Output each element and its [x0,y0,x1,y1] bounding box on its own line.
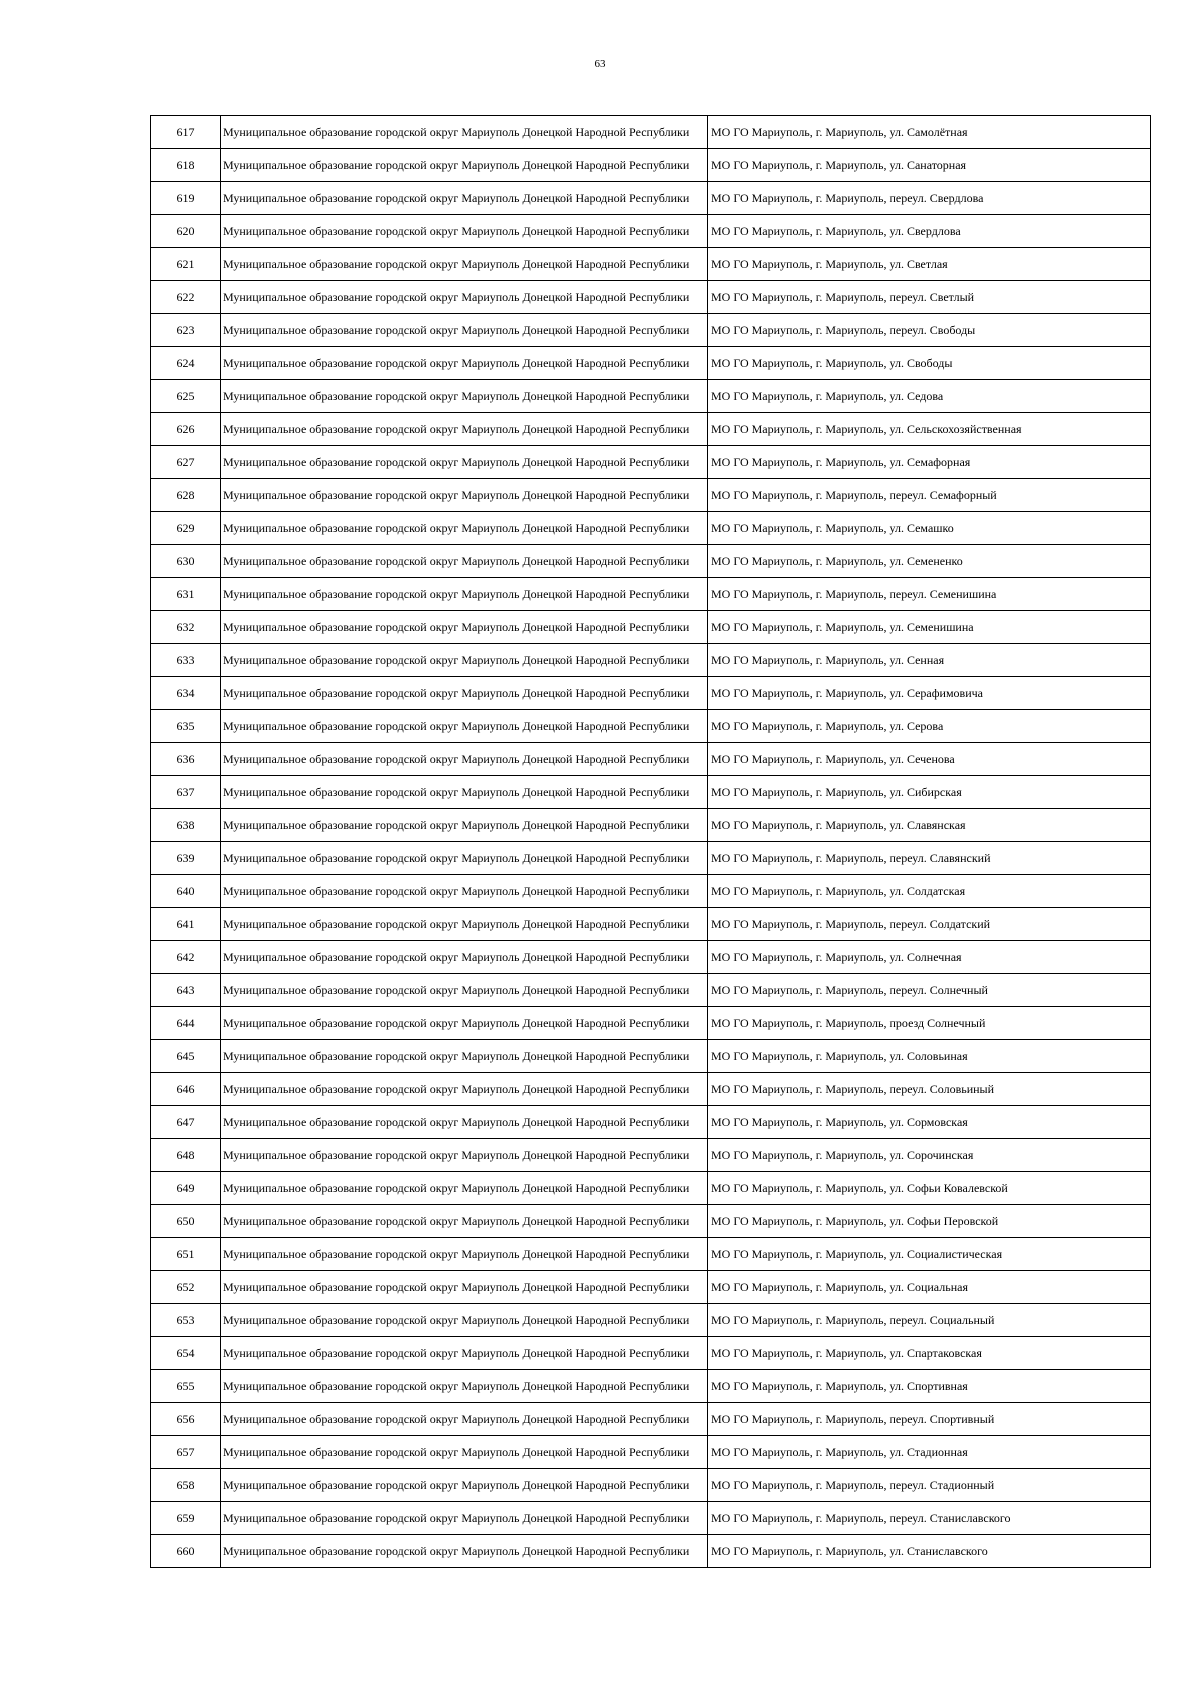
address-cell: МО ГО Мариуполь, г. Мариуполь, ул. Санаторная [708,149,1151,182]
owner-name-cell: Муниципальное образование городской округ Мариуполь Донецкой Народной Республики [221,479,708,512]
owner-name-cell: Муниципальное образование городской округ Мариуполь Донецкой Народной Республики [221,1271,708,1304]
address-cell: МО ГО Мариуполь, г. Мариуполь, ул. Солнечная [708,941,1151,974]
table-row [151,1502,1151,1535]
table-row [151,380,1151,413]
table-row [151,1007,1151,1040]
owner-name-cell: Муниципальное образование городской округ Мариуполь Донецкой Народной Республики [221,1535,708,1568]
owner-name-cell: Муниципальное образование городской округ Мариуполь Донецкой Народной Республики [221,281,708,314]
table-row [151,1172,1151,1205]
owner-name-cell: Муниципальное образование городской округ Мариуполь Донецкой Народной Республики [221,644,708,677]
row-number-cell: 658 [151,1469,221,1502]
row-number-cell: 648 [151,1139,221,1172]
table-row [151,1370,1151,1403]
owner-name-cell: Муниципальное образование городской округ Мариуполь Донецкой Народной Республики [221,1304,708,1337]
row-number-cell: 642 [151,941,221,974]
row-number-cell: 635 [151,710,221,743]
row-number-cell: 650 [151,1205,221,1238]
row-number-cell: 623 [151,314,221,347]
table-row [151,479,1151,512]
table-row [151,1073,1151,1106]
table-row [151,743,1151,776]
address-cell: МО ГО Мариуполь, г. Мариуполь, переул. Социальный [708,1304,1151,1337]
table-row [151,116,1151,149]
owner-name-cell: Муниципальное образование городской округ Мариуполь Донецкой Народной Республики [221,413,708,446]
table-row [151,1403,1151,1436]
table-row [151,281,1151,314]
address-cell: МО ГО Мариуполь, г. Мариуполь, ул. Сорочинская [708,1139,1151,1172]
row-number-cell: 652 [151,1271,221,1304]
table-row [151,512,1151,545]
row-number-cell: 639 [151,842,221,875]
owner-name-cell: Муниципальное образование городской округ Мариуполь Донецкой Народной Республики [221,215,708,248]
row-number-cell: 644 [151,1007,221,1040]
row-number-cell: 634 [151,677,221,710]
owner-name-cell: Муниципальное образование городской округ Мариуполь Донецкой Народной Республики [221,545,708,578]
address-cell: МО ГО Мариуполь, г. Мариуполь, ул. Семененко [708,545,1151,578]
address-cell: МО ГО Мариуполь, г. Мариуполь, переул. Соловьиный [708,1073,1151,1106]
row-number-cell: 621 [151,248,221,281]
owner-name-cell: Муниципальное образование городской округ Мариуполь Донецкой Народной Республики [221,1370,708,1403]
table-row [151,248,1151,281]
row-number-cell: 632 [151,611,221,644]
table-row [151,1469,1151,1502]
owner-name-cell: Муниципальное образование городской округ Мариуполь Донецкой Народной Республики [221,149,708,182]
address-cell: МО ГО Мариуполь, г. Мариуполь, переул. Свердлова [708,182,1151,215]
owner-name-cell: Муниципальное образование городской округ Мариуполь Донецкой Народной Республики [221,743,708,776]
address-cell: МО ГО Мариуполь, г. Мариуполь, ул. Станиславского [708,1535,1151,1568]
owner-name-cell: Муниципальное образование городской округ Мариуполь Донецкой Народной Республики [221,314,708,347]
address-cell: МО ГО Мариуполь, г. Мариуполь, переул. Семенишина [708,578,1151,611]
address-cell: МО ГО Мариуполь, г. Мариуполь, проезд Солнечный [708,1007,1151,1040]
table-row [151,776,1151,809]
owner-name-cell: Муниципальное образование городской округ Мариуполь Донецкой Народной Республики [221,1106,708,1139]
address-cell: МО ГО Мариуполь, г. Мариуполь, переул. Славянский [708,842,1151,875]
owner-name-cell: Муниципальное образование городской округ Мариуполь Донецкой Народной Республики [221,116,708,149]
table-row [151,347,1151,380]
address-cell: МО ГО Мариуполь, г. Мариуполь, ул. Серова [708,710,1151,743]
owner-name-cell: Муниципальное образование городской округ Мариуполь Донецкой Народной Республики [221,1139,708,1172]
row-number-cell: 660 [151,1535,221,1568]
owner-name-cell: Муниципальное образование городской округ Мариуполь Донецкой Народной Республики [221,974,708,1007]
address-cell: МО ГО Мариуполь, г. Мариуполь, ул. Славянская [708,809,1151,842]
row-number-cell: 647 [151,1106,221,1139]
address-cell: МО ГО Мариуполь, г. Мариуполь, ул. Сенная [708,644,1151,677]
address-cell: МО ГО Мариуполь, г. Мариуполь, ул. Самолётная [708,116,1151,149]
address-cell: МО ГО Мариуполь, г. Мариуполь, ул. Социалистическая [708,1238,1151,1271]
row-number-cell: 641 [151,908,221,941]
address-cell: МО ГО Мариуполь, г. Мариуполь, ул. Семафорная [708,446,1151,479]
address-cell: МО ГО Мариуполь, г. Мариуполь, переул. Спортивный [708,1403,1151,1436]
owner-name-cell: Муниципальное образование городской округ Мариуполь Донецкой Народной Республики [221,1436,708,1469]
owner-name-cell: Муниципальное образование городской округ Мариуполь Донецкой Народной Республики [221,908,708,941]
address-cell: МО ГО Мариуполь, г. Мариуполь, ул. Спартаковская [708,1337,1151,1370]
address-cell: МО ГО Мариуполь, г. Мариуполь, ул. Сеченова [708,743,1151,776]
table-row [151,1271,1151,1304]
page-number: 63 [594,58,606,70]
row-number-cell: 630 [151,545,221,578]
address-cell: МО ГО Мариуполь, г. Мариуполь, ул. Спортивная [708,1370,1151,1403]
owner-name-cell: Муниципальное образование городской округ Мариуполь Донецкой Народной Республики [221,677,708,710]
table-row [151,842,1151,875]
row-number-cell: 636 [151,743,221,776]
owner-name-cell: Муниципальное образование городской округ Мариуполь Донецкой Народной Республики [221,380,708,413]
row-number-cell: 645 [151,1040,221,1073]
table-row [151,1436,1151,1469]
address-cell: МО ГО Мариуполь, г. Мариуполь, ул. Свердлова [708,215,1151,248]
row-number-cell: 625 [151,380,221,413]
owner-name-cell: Муниципальное образование городской округ Мариуполь Донецкой Народной Республики [221,512,708,545]
owner-name-cell: Муниципальное образование городской округ Мариуполь Донецкой Народной Республики [221,1337,708,1370]
address-cell: МО ГО Мариуполь, г. Мариуполь, ул. Светлая [708,248,1151,281]
owner-name-cell: Муниципальное образование городской округ Мариуполь Донецкой Народной Республики [221,809,708,842]
table-row [151,908,1151,941]
table-row [151,182,1151,215]
owner-name-cell: Муниципальное образование городской округ Мариуполь Донецкой Народной Республики [221,182,708,215]
address-cell: МО ГО Мариуполь, г. Мариуполь, ул. Семенишина [708,611,1151,644]
owner-name-cell: Муниципальное образование городской округ Мариуполь Донецкой Народной Республики [221,842,708,875]
owner-name-cell: Муниципальное образование городской округ Мариуполь Донецкой Народной Республики [221,1007,708,1040]
row-number-cell: 618 [151,149,221,182]
row-number-cell: 617 [151,116,221,149]
table-row [151,446,1151,479]
table-row [151,149,1151,182]
table-row [151,644,1151,677]
row-number-cell: 622 [151,281,221,314]
address-cell: МО ГО Мариуполь, г. Мариуполь, ул. Софьи Ковалевской [708,1172,1151,1205]
address-cell: МО ГО Мариуполь, г. Мариуполь, переул. Семафорный [708,479,1151,512]
registry-table [150,115,1151,1568]
row-number-cell: 627 [151,446,221,479]
owner-name-cell: Муниципальное образование городской округ Мариуполь Донецкой Народной Республики [221,248,708,281]
owner-name-cell: Муниципальное образование городской округ Мариуполь Донецкой Народной Республики [221,611,708,644]
row-number-cell: 631 [151,578,221,611]
table-row [151,545,1151,578]
table-row [151,974,1151,1007]
address-cell: МО ГО Мариуполь, г. Мариуполь, ул. Седова [708,380,1151,413]
address-cell: МО ГО Мариуполь, г. Мариуполь, ул. Сормовская [708,1106,1151,1139]
table-row [151,314,1151,347]
row-number-cell: 637 [151,776,221,809]
owner-name-cell: Муниципальное образование городской округ Мариуполь Донецкой Народной Республики [221,1403,708,1436]
owner-name-cell: Муниципальное образование городской округ Мариуполь Донецкой Народной Республики [221,710,708,743]
table-row [151,809,1151,842]
address-cell: МО ГО Мариуполь, г. Мариуполь, переул. Солдатский [708,908,1151,941]
address-cell: МО ГО Мариуполь, г. Мариуполь, переул. Солнечный [708,974,1151,1007]
owner-name-cell: Муниципальное образование городской округ Мариуполь Донецкой Народной Республики [221,1469,708,1502]
table-row [151,1238,1151,1271]
table-row [151,1139,1151,1172]
row-number-cell: 638 [151,809,221,842]
address-cell: МО ГО Мариуполь, г. Мариуполь, ул. Солдатская [708,875,1151,908]
table-row [151,611,1151,644]
table-row [151,1337,1151,1370]
row-number-cell: 629 [151,512,221,545]
address-cell: МО ГО Мариуполь, г. Мариуполь, ул. Соловьиная [708,1040,1151,1073]
owner-name-cell: Муниципальное образование городской округ Мариуполь Донецкой Народной Республики [221,1040,708,1073]
owner-name-cell: Муниципальное образование городской округ Мариуполь Донецкой Народной Республики [221,776,708,809]
row-number-cell: 633 [151,644,221,677]
address-cell: МО ГО Мариуполь, г. Мариуполь, ул. Сибирская [708,776,1151,809]
owner-name-cell: Муниципальное образование городской округ Мариуполь Донецкой Народной Республики [221,1073,708,1106]
table-row [151,941,1151,974]
address-cell: МО ГО Мариуполь, г. Мариуполь, ул. Семашко [708,512,1151,545]
table-row [151,578,1151,611]
row-number-cell: 620 [151,215,221,248]
table-row [151,1205,1151,1238]
table-row [151,413,1151,446]
address-cell: МО ГО Мариуполь, г. Мариуполь, переул. Свободы [708,314,1151,347]
owner-name-cell: Муниципальное образование городской округ Мариуполь Донецкой Народной Республики [221,578,708,611]
owner-name-cell: Муниципальное образование городской округ Мариуполь Донецкой Народной Республики [221,347,708,380]
row-number-cell: 628 [151,479,221,512]
row-number-cell: 656 [151,1403,221,1436]
owner-name-cell: Муниципальное образование городской округ Мариуполь Донецкой Народной Республики [221,1502,708,1535]
table-row [151,1106,1151,1139]
table-row [151,215,1151,248]
row-number-cell: 646 [151,1073,221,1106]
address-cell: МО ГО Мариуполь, г. Мариуполь, переул. Светлый [708,281,1151,314]
owner-name-cell: Муниципальное образование городской округ Мариуполь Донецкой Народной Республики [221,446,708,479]
row-number-cell: 619 [151,182,221,215]
address-cell: МО ГО Мариуполь, г. Мариуполь, ул. Социальная [708,1271,1151,1304]
row-number-cell: 659 [151,1502,221,1535]
table-row [151,677,1151,710]
row-number-cell: 626 [151,413,221,446]
address-cell: МО ГО Мариуполь, г. Мариуполь, ул. Свободы [708,347,1151,380]
address-cell: МО ГО Мариуполь, г. Мариуполь, ул. Стадионная [708,1436,1151,1469]
row-number-cell: 624 [151,347,221,380]
row-number-cell: 640 [151,875,221,908]
row-number-cell: 655 [151,1370,221,1403]
owner-name-cell: Муниципальное образование городской округ Мариуполь Донецкой Народной Республики [221,875,708,908]
row-number-cell: 649 [151,1172,221,1205]
row-number-cell: 657 [151,1436,221,1469]
address-cell: МО ГО Мариуполь, г. Мариуполь, ул. Сельскохозяйственная [708,413,1151,446]
table-row [151,1304,1151,1337]
table-row [151,1040,1151,1073]
row-number-cell: 654 [151,1337,221,1370]
address-cell: МО ГО Мариуполь, г. Мариуполь, ул. Серафимовича [708,677,1151,710]
row-number-cell: 651 [151,1238,221,1271]
row-number-cell: 643 [151,974,221,1007]
registry-table-body [151,116,1151,1568]
address-cell: МО ГО Мариуполь, г. Мариуполь, ул. Софьи Перовской [708,1205,1151,1238]
table-row [151,710,1151,743]
table-row [151,875,1151,908]
address-cell: МО ГО Мариуполь, г. Мариуполь, переул. Станиславского [708,1502,1151,1535]
owner-name-cell: Муниципальное образование городской округ Мариуполь Донецкой Народной Республики [221,941,708,974]
owner-name-cell: Муниципальное образование городской округ Мариуполь Донецкой Народной Республики [221,1172,708,1205]
address-cell: МО ГО Мариуполь, г. Мариуполь, переул. Стадионный [708,1469,1151,1502]
owner-name-cell: Муниципальное образование городской округ Мариуполь Донецкой Народной Республики [221,1238,708,1271]
row-number-cell: 653 [151,1304,221,1337]
owner-name-cell: Муниципальное образование городской округ Мариуполь Донецкой Народной Республики [221,1205,708,1238]
table-row [151,1535,1151,1568]
